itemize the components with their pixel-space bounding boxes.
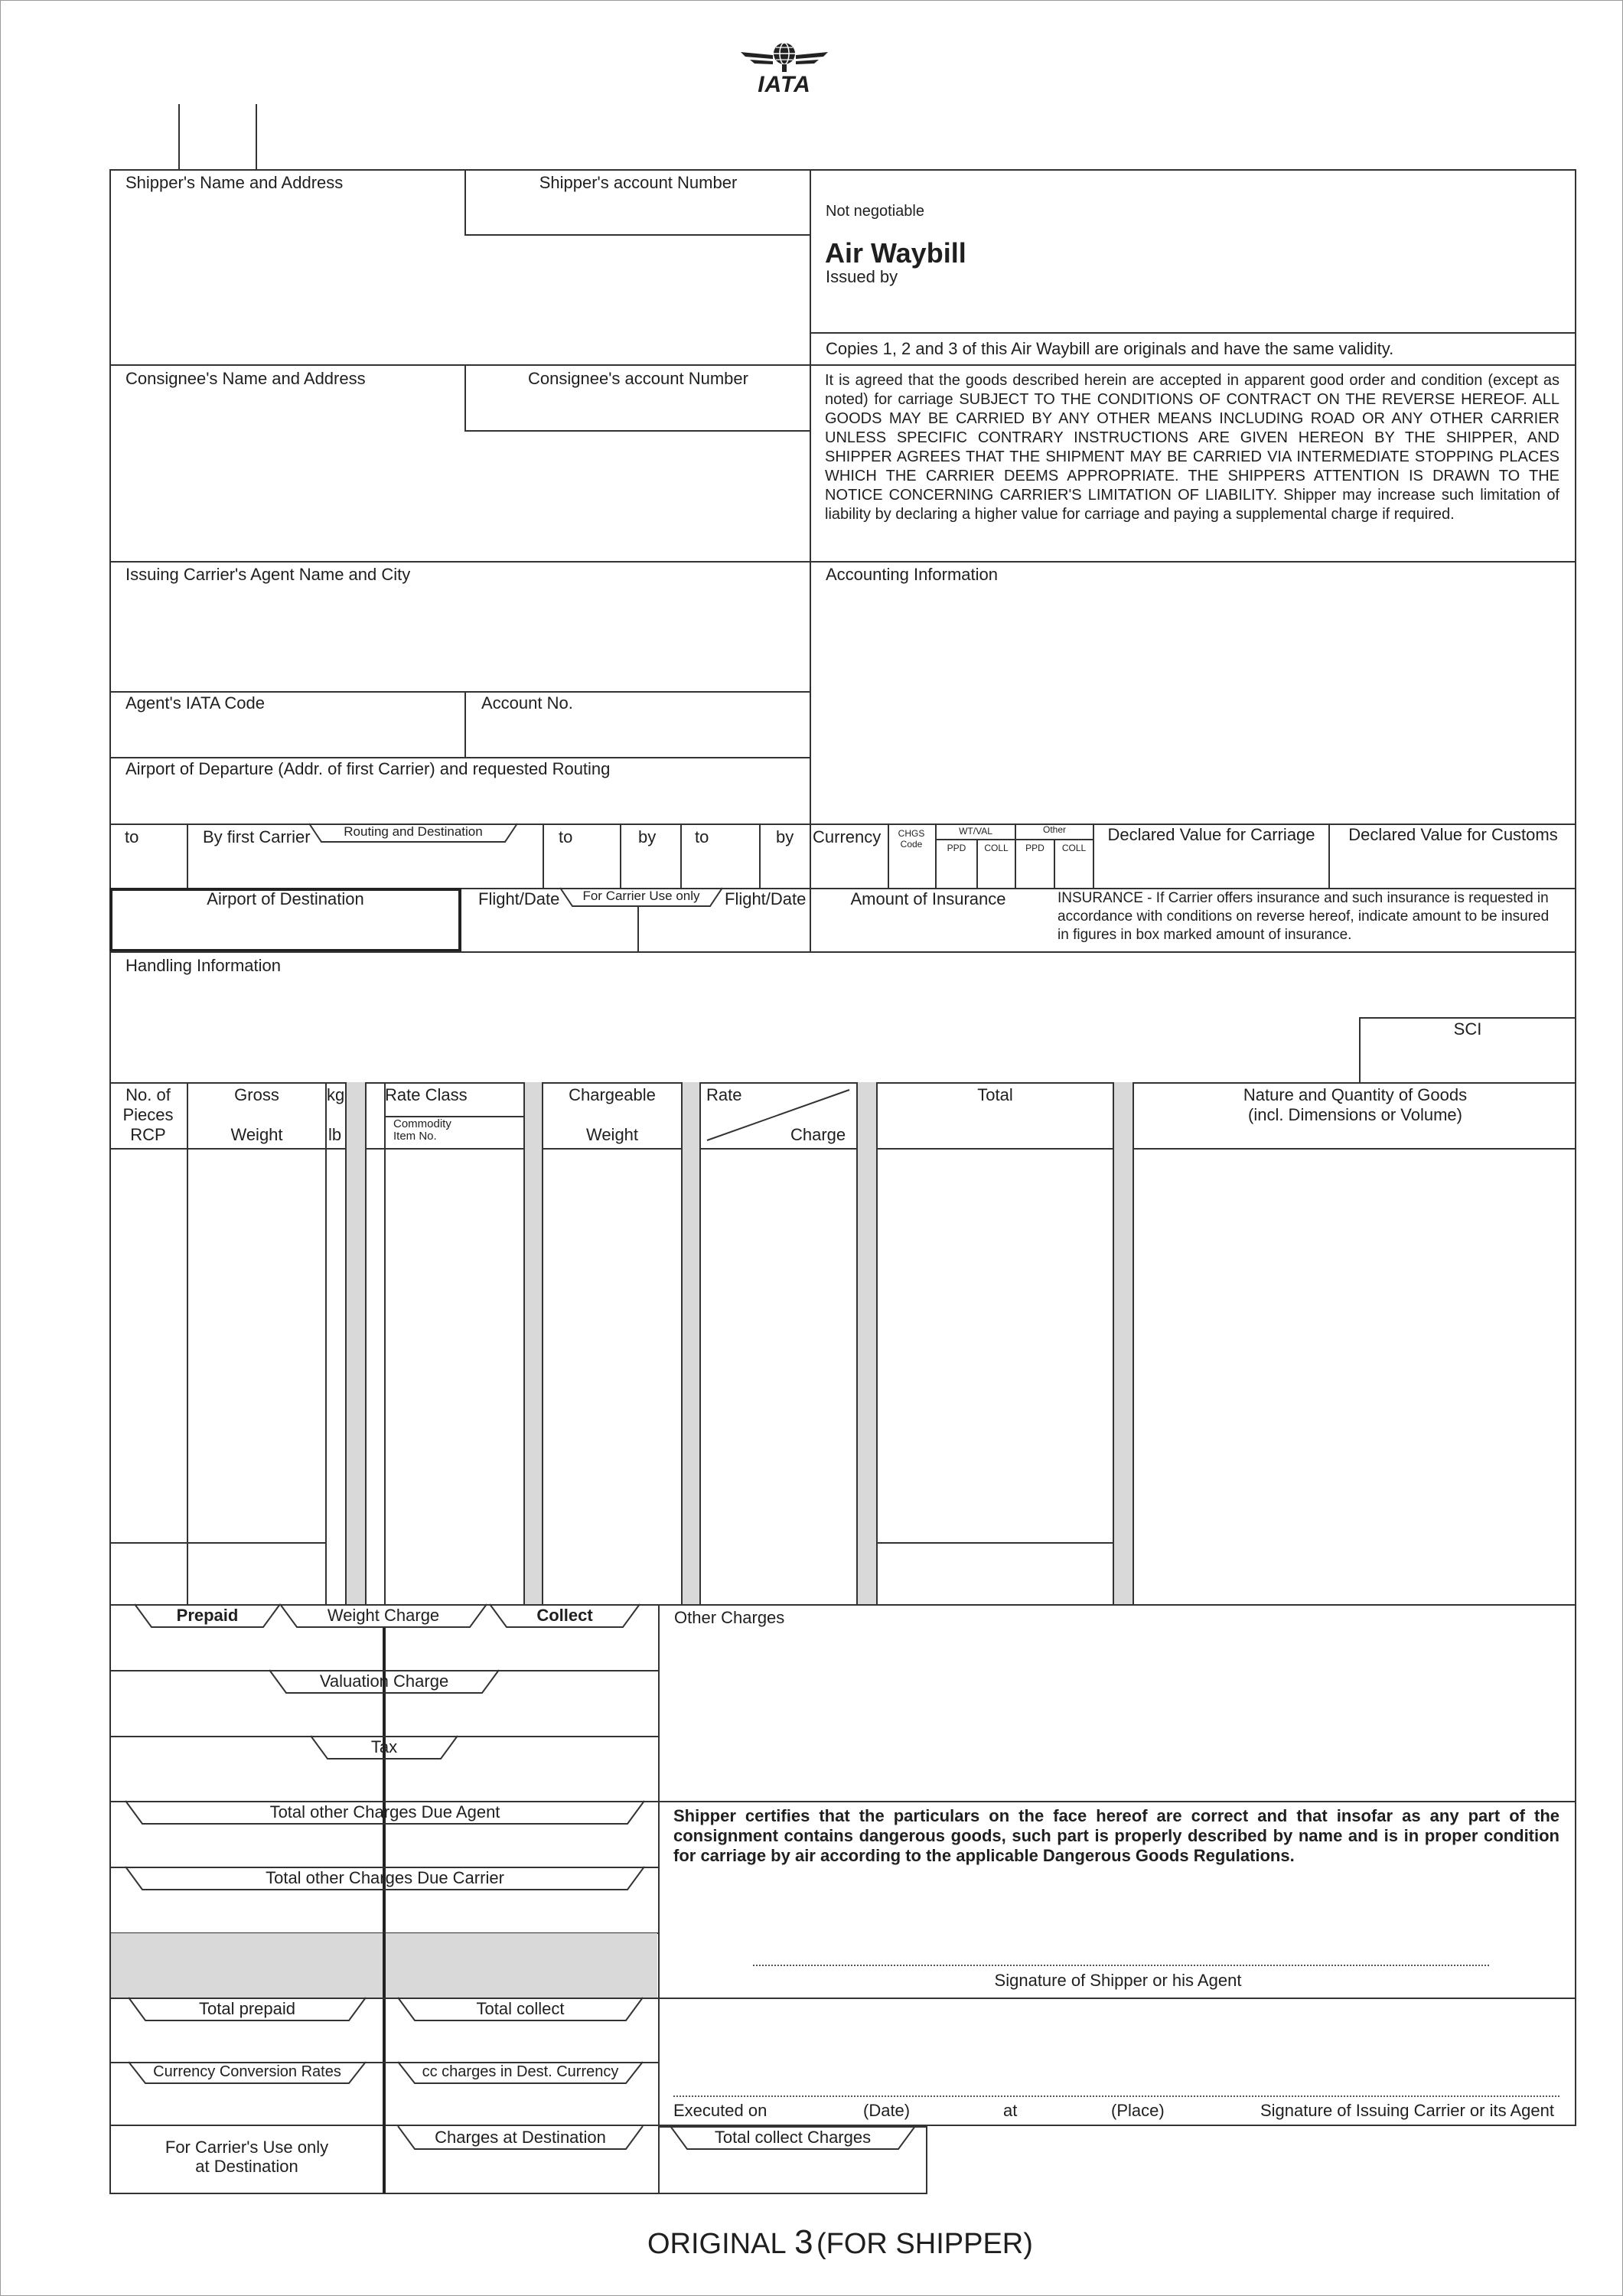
- for-shipper-label: (FOR SHIPPER): [816, 2228, 1033, 2260]
- rate-class-label: Rate Class: [385, 1085, 468, 1104]
- divider: [810, 169, 811, 951]
- commodity-label-line-1: Commodity: [393, 1117, 451, 1130]
- carrier-use-destination-label: [111, 2138, 383, 2176]
- total-other-agent-label: Total other Charges Due Agent: [269, 1802, 500, 1821]
- divider: [543, 823, 544, 889]
- valuation-charge-label: Valuation Charge: [319, 1671, 449, 1691]
- currency-conversion-tab: [129, 2062, 366, 2085]
- sci-label: SCI: [1453, 1019, 1482, 1039]
- total-other-agent-tab: [125, 1801, 644, 1825]
- shade-column: [345, 1082, 365, 1605]
- other-charges-label: Other Charges: [674, 1608, 785, 1627]
- carrier-signature-line[interactable]: [673, 2095, 1559, 2097]
- divider: [1133, 1082, 1134, 1605]
- amount-insurance-label: Amount of Insurance: [850, 889, 1006, 908]
- routing-by-2: by: [638, 827, 657, 846]
- copies-note: Copies 1, 2 and 3 of this Air Waybill are originals and have the same validity.: [826, 339, 1394, 358]
- wt-val-label: WT/VAL: [959, 826, 992, 837]
- rate-label: Rate: [706, 1085, 742, 1104]
- shipper-certification-text: Shipper certifies that the particulars on the face hereof are correct and that insofar as any part of the consignment contains dangerous goods, such part is properly described by name and is in proper condition for carriage by air according to the applicable Dangerous Goods Regulations.: [673, 1806, 1559, 1865]
- routing-to-1: to: [125, 827, 139, 846]
- divider: [810, 332, 1576, 334]
- account-no-label: Account No.: [481, 693, 573, 713]
- issued-by-label: Issued by: [826, 267, 898, 286]
- conditions-text: It is agreed that the goods described herein are accepted in apparent good order and condition (except as noted) for carriage SUBJECT TO THE CONDITIONS OF CONTRACT ON THE REVERSE HEREOF. ALL GOODS MAY BE CARRIED BY ANY OTHER MEANS INCLUDING ROAD OR ANY OTHER CARRIER UNLESS SPECIFIC CONTRARY INSTRUCTIONS ARE GIVEN HEREON BY THE SHIPPER, AND SHIPPER AGREES THAT THE SHIPMENT MAY BE CARRIED VIA INTERMEDIATE STOPPING PLACES WHICH THE CARRIER DEEMS APPROPRIATE. THE SHIPPERS ATTENTION IS DRAWN TO THE NOTICE CONCERNING CARRIER'S LIMITATION OF LIABILITY. Shipper may increase such limitation of liability by declaring a higher value for carriage and paying a supplemental charge if required.: [825, 372, 1559, 523]
- insurance-text: INSURANCE - If Carrier offers insurance and such insurance is requested in accordance with conditions on reverse hereof, indicate amount to be insured in figures in box marked amount of insurance.: [1058, 890, 1550, 943]
- divider: [926, 2126, 927, 2193]
- top-tick-line: [256, 104, 257, 170]
- total-other-carrier-tab: [125, 1867, 644, 1891]
- nature-goods-label-line-2: (incl. Dimensions or Volume): [1248, 1105, 1462, 1124]
- not-negotiable-label: Not negotiable: [826, 203, 924, 220]
- divider: [109, 1542, 325, 1544]
- airport-departure-label: Airport of Departure (Addr. of first Carrier) and requested Routing: [125, 759, 611, 778]
- shade-column: [681, 1082, 699, 1605]
- divider: [345, 1082, 347, 1605]
- divider: [187, 823, 188, 889]
- total-prepaid-label: Total prepaid: [199, 1999, 295, 2018]
- total-other-carrier-label: Total other Charges Due Carrier: [266, 1868, 504, 1887]
- carrier-signature-label: Signature of Issuing Carrier or its Agent: [1260, 2101, 1554, 2120]
- declared-value-customs-label: Declared Value for Customs: [1348, 825, 1558, 844]
- tax-tab: [311, 1736, 458, 1760]
- at-label: at: [1003, 2101, 1018, 2120]
- charge-label: Charge: [790, 1125, 846, 1144]
- agent-name-city-label: Issuing Carrier's Agent Name and City: [125, 565, 411, 584]
- air-waybill-title: Air Waybill: [825, 237, 966, 269]
- ppd-label-2: PPD: [1025, 843, 1045, 853]
- prepaid-label: Prepaid: [176, 1606, 239, 1625]
- shade-column: [856, 1082, 876, 1605]
- pieces-label: [109, 1085, 187, 1145]
- total-collect-charges-tab: [670, 2126, 915, 2151]
- divider: [109, 757, 810, 758]
- total-collect-charges-label: Total collect Charges: [714, 2128, 872, 2147]
- divider: [109, 691, 810, 693]
- routing-destination-tab-label: Routing and Destination: [344, 824, 483, 839]
- top-tick-line: [178, 104, 180, 170]
- logo-text: IATA: [758, 72, 811, 97]
- prepaid-tab: [135, 1604, 280, 1629]
- nature-goods-label: [1134, 1085, 1576, 1125]
- cc-charges-label: cc charges in Dest. Currency: [422, 2063, 619, 2080]
- total-collect-tab: [398, 1998, 643, 2022]
- flight-date-label-1: Flight/Date: [478, 889, 560, 908]
- divider: [542, 1082, 543, 1605]
- handling-information-label: Handling Information: [125, 956, 282, 975]
- divider: [759, 823, 761, 889]
- divider: [109, 1082, 1576, 1084]
- divider: [876, 1082, 878, 1605]
- divider: [109, 951, 1576, 953]
- charges-destination-tab: [398, 2126, 643, 2151]
- pieces-label-line-2: Pieces: [122, 1105, 174, 1124]
- lb-label: lb: [328, 1125, 342, 1144]
- carrier-use-only-tab-label: For Carrier Use only: [582, 889, 700, 903]
- cc-charges-tab: [398, 2062, 643, 2085]
- routing-to-2: to: [559, 827, 573, 846]
- flight-date-label-2: Flight/Date: [725, 889, 807, 908]
- agent-iata-code-label: Agent's IATA Code: [125, 693, 265, 713]
- divider: [876, 1542, 1113, 1544]
- other-label: Other: [1042, 824, 1066, 835]
- divider: [109, 364, 1576, 366]
- currency-conversion-label: Currency Conversion Rates: [153, 2063, 341, 2080]
- divider: [109, 2193, 927, 2194]
- iata-logo: [735, 38, 834, 99]
- divider: [888, 823, 889, 889]
- original-footer: [647, 2223, 1033, 2262]
- divider: [523, 1082, 525, 1605]
- routing-destination-tab: [309, 823, 517, 843]
- airport-destination-label: Airport of Destination: [207, 889, 364, 908]
- divider: [681, 1082, 683, 1605]
- chgs-code-label: CHGS Code: [898, 828, 925, 850]
- charges-destination-label: Charges at Destination: [435, 2128, 606, 2147]
- shipper-account-label: Shipper's account Number: [539, 173, 738, 192]
- shade-column: [523, 1082, 542, 1605]
- divider: [384, 1082, 386, 1605]
- prepaid-collect-divider: [383, 1933, 386, 1998]
- routing-by-3: by: [776, 827, 794, 846]
- divider: [637, 906, 639, 952]
- tax-label: Tax: [370, 1737, 398, 1756]
- divider: [856, 1082, 858, 1605]
- total-collect-label: Total collect: [476, 1999, 565, 2018]
- divider: [658, 1604, 660, 2126]
- shipper-signature-line[interactable]: [753, 1965, 1489, 1966]
- shipper-signature-label: Signature of Shipper or his Agent: [994, 1971, 1242, 1990]
- divider: [680, 823, 682, 889]
- chargeable-label: Chargeable: [569, 1085, 656, 1104]
- divider: [1113, 1082, 1114, 1605]
- consignee-name-label: Consignee's Name and Address: [125, 369, 366, 388]
- pieces-label-line-1: No. of: [125, 1085, 171, 1104]
- gross-weight-label: Weight: [230, 1125, 283, 1144]
- divider: [464, 691, 466, 758]
- divider: [325, 1082, 327, 1605]
- divider: [935, 839, 1093, 840]
- divider: [464, 234, 810, 236]
- valuation-charge-tab: [269, 1670, 499, 1694]
- place-label: (Place): [1111, 2101, 1165, 2120]
- currency-label: Currency: [813, 827, 882, 846]
- date-label: (Date): [863, 2101, 911, 2120]
- nature-goods-label-line-1: Nature and Quantity of Goods: [1243, 1085, 1468, 1104]
- ppd-label-1: PPD: [947, 843, 966, 853]
- executed-on-label: Executed on: [673, 2101, 768, 2120]
- total-label: Total: [977, 1085, 1013, 1104]
- prepaid-collect-divider: [383, 2126, 386, 2193]
- collect-tab: [490, 1604, 640, 1629]
- by-first-carrier-label: By first Carrier: [203, 827, 311, 846]
- divider: [365, 1082, 367, 1605]
- divider: [109, 1148, 1576, 1150]
- carrier-use-destination-line-2: at Destination: [195, 2157, 298, 2176]
- collect-label: Collect: [536, 1606, 593, 1625]
- divider: [464, 430, 810, 432]
- chargeable-weight-label: Weight: [585, 1125, 639, 1144]
- pieces-label-line-3: RCP: [130, 1125, 166, 1144]
- commodity-label: [393, 1118, 451, 1143]
- divider: [658, 2126, 660, 2193]
- declared-value-carriage-label: Declared Value for Carriage: [1107, 825, 1315, 844]
- copy-number: 3: [794, 2223, 813, 2261]
- divider: [699, 1082, 701, 1605]
- weight-charge-label: Weight Charge: [327, 1606, 440, 1625]
- kg-label: kg: [327, 1085, 345, 1104]
- divider: [620, 823, 621, 889]
- carrier-use-only-tab: [560, 888, 722, 908]
- routing-to-3: to: [695, 827, 709, 846]
- consignee-account-label: Consignee's account Number: [528, 369, 748, 388]
- coll-label-1: COLL: [984, 843, 1009, 853]
- accounting-information-label: Accounting Information: [826, 565, 999, 584]
- shipper-name-label: Shipper's Name and Address: [125, 173, 344, 192]
- total-prepaid-tab: [129, 1998, 366, 2022]
- gross-label: Gross: [234, 1085, 279, 1104]
- weight-charge-tab: [280, 1604, 487, 1629]
- divider: [187, 1082, 188, 1605]
- divider: [109, 561, 1576, 563]
- original-label: ORIGINAL: [647, 2228, 787, 2260]
- carrier-use-destination-line-1: For Carrier's Use only: [165, 2138, 329, 2157]
- shade-column: [1113, 1082, 1133, 1605]
- commodity-label-line-2: Item No.: [393, 1130, 437, 1143]
- coll-label-2: COLL: [1061, 843, 1087, 853]
